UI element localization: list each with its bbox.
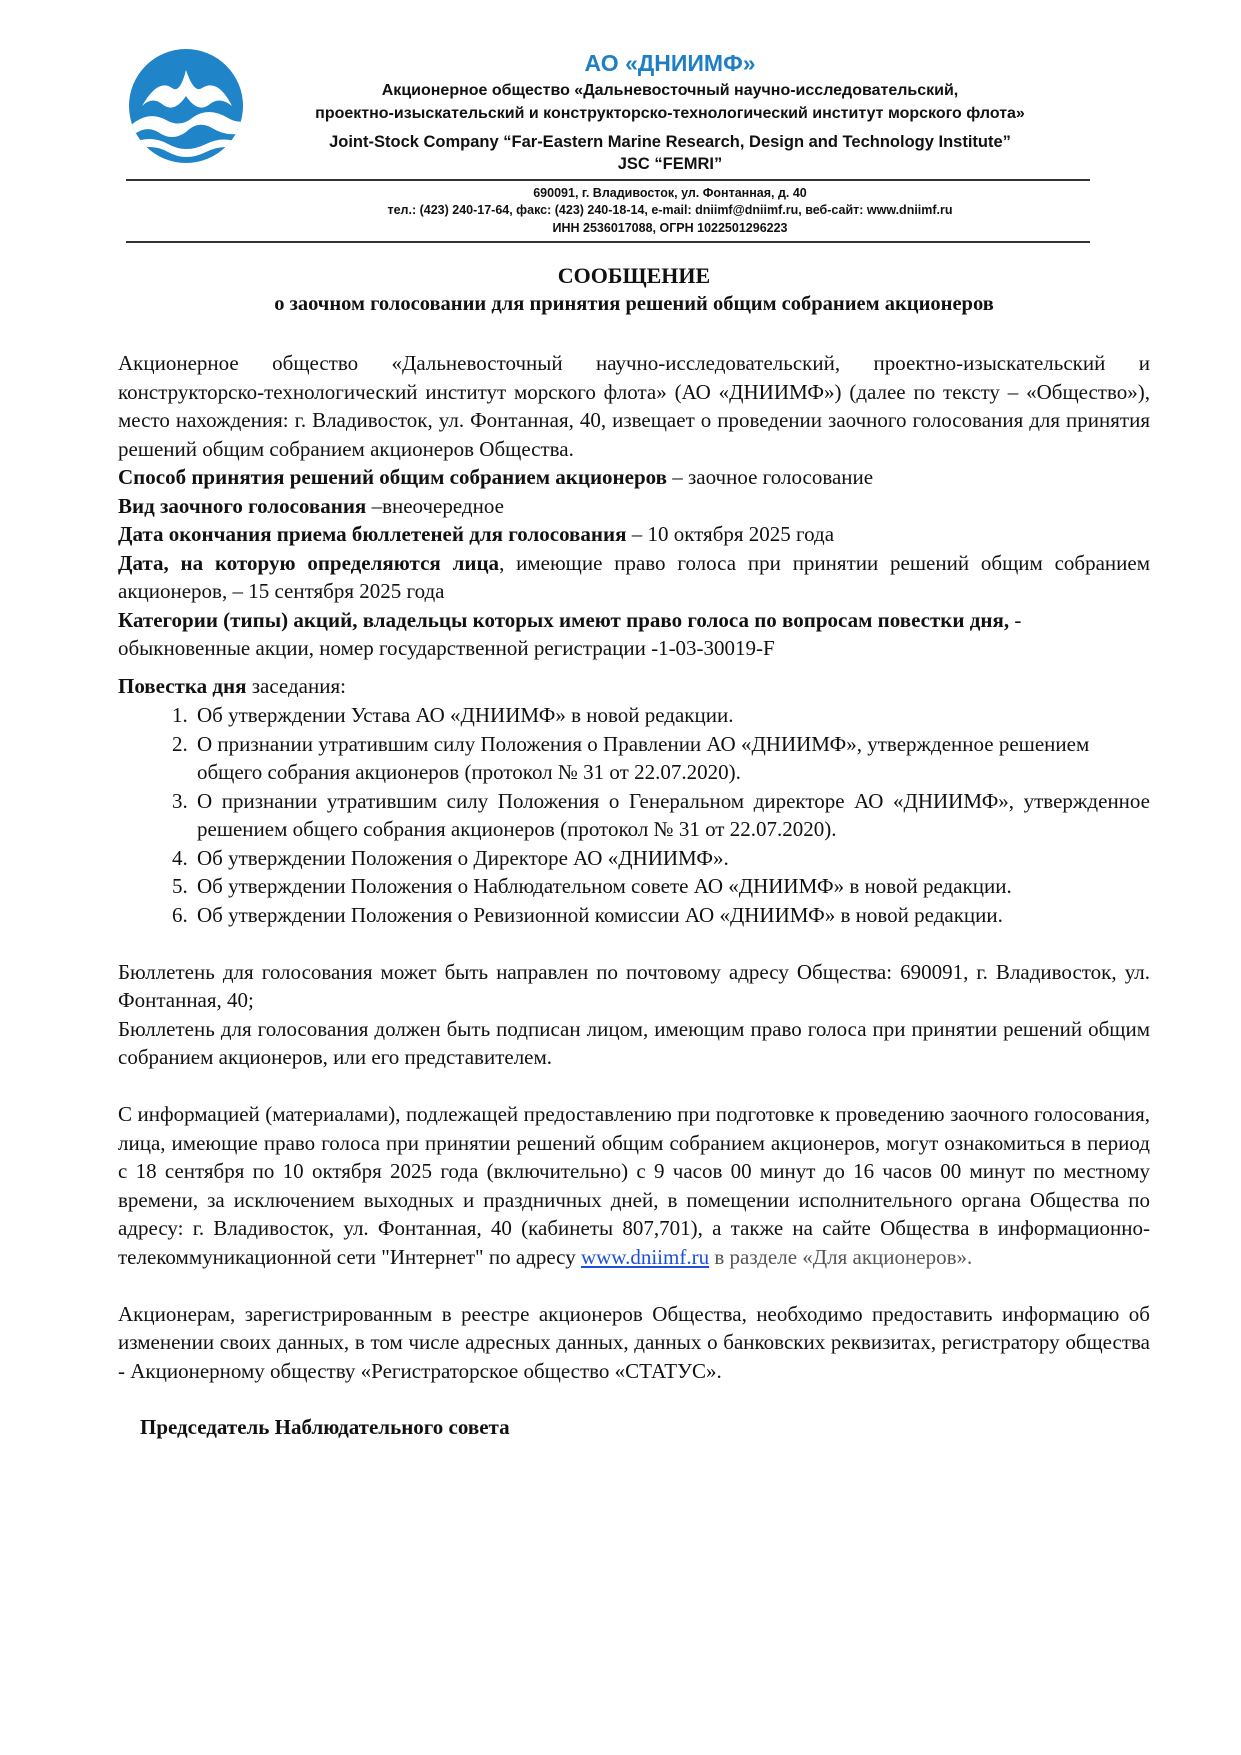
materials-text: С информацией (материалами), подлежащей предоставлению при подготовке к проведению заочного голосования, лица, имеющие право голоса при принятии решений общим собранием акционеров, могут ознакомиться в период с 18 сентября по 10 октября 2025 года (включительно) с 9 часов 00 минут до 16 часов 00 минут по местному времени, за исключением выходных и праздничных дней, в помещении исполнительного органа Общества по адресу: г. Владивосток, ул. Фонтанная, 40 (кабинеты 807,701), а также на сайте Общества в информационно-телекоммуникационной сети "Интернет" по адресу bbox=[118, 1102, 1150, 1269]
agenda-item: 6. Об утверждении Положения о Ревизионной комиссии АО «ДНИИМФ» в новой редакции. bbox=[193, 901, 1150, 930]
agenda-list bbox=[118, 701, 1150, 929]
field-record-date bbox=[118, 549, 1150, 606]
document-title: СООБЩЕНИЕ bbox=[557, 263, 711, 288]
agenda-title bbox=[118, 672, 1150, 701]
letterhead-divider-bottom bbox=[126, 241, 1090, 243]
agenda-item: 3. О признании утратившим силу Положения о Генеральном директоре АО «ДНИИМФ», утвержденное решением общего собрания акционеров (протокол № 31 от 22.07.2020). bbox=[193, 787, 1150, 844]
ballot-signature-paragraph: Бюллетень для голосования должен быть подписан лицом, имеющим право голоса при принятии решений общим собранием акционеров, или его представителем. bbox=[118, 1016, 1150, 1069]
company-contacts: тел.: (423) 240-17-64, факс: (423) 240-18-14, e-mail: dniimf@dniimf.ru, веб-сайт: www.dniimf.ru bbox=[387, 203, 953, 217]
company-full-ru-line1: Акционерное общество «Дальневосточный научно-исследовательский, bbox=[381, 82, 959, 99]
field-deadline-label: Дата окончания приема бюллетеней для голосования bbox=[118, 522, 627, 546]
company-registration-ids: ИНН 2536017088, ОГРН 1022501296223 bbox=[552, 221, 788, 235]
materials-paragraph bbox=[118, 1100, 1150, 1271]
document-subtitle: о заочном голосовании для принятия решений общим собранием акционеров bbox=[274, 293, 994, 315]
letterhead bbox=[0, 0, 1241, 250]
field-type bbox=[118, 492, 1150, 521]
field-categories-label: Категории (типы) акций, владельцы которых имеют право голоса по вопросам повестки дня, bbox=[118, 607, 1010, 632]
letterhead-divider-top bbox=[126, 179, 1090, 181]
company-full-ru-line2: проектно-изыскательский и конструкторско-технологический институт морского флота» bbox=[315, 105, 1025, 122]
field-type-label: Вид заочного голосования bbox=[118, 493, 367, 518]
femri-logo-icon bbox=[128, 48, 244, 164]
company-short-name: АО «ДНИИМФ» bbox=[584, 50, 756, 76]
intro-paragraph: Акционерное общество «Дальневосточный научно-исследовательский, проектно-изыскательский и конструкторско-технологический институт морского флота» (АО «ДНИИМФ») (далее по тексту – «Общество»), место нахождения: г. Владивосток, ул. Фонтанная, 40, извещает о проведении заочного голосования для принятия решений общим собранием акционеров Общества. bbox=[118, 351, 1150, 461]
field-method-label: Способ принятия решений общим собранием акционеров bbox=[118, 465, 667, 489]
agenda-item: 5. Об утверждении Положения о Наблюдательном совете АО «ДНИИМФ» в новой редакции. bbox=[193, 872, 1150, 901]
registry-notice-paragraph: Акционерам, зарегистрированным в реестре акционеров Общества, необходимо предоставить информацию об изменении своих данных, в том числе адресных данных, данных о банковских реквизитах, регистратору общества - Акционерному обществу «Регистраторское общество «СТАТУС». bbox=[118, 1301, 1150, 1383]
ballot-address-paragraph: Бюллетень для голосования может быть направлен по почтовому адресу Общества: 690091, г. Владивосток, ул. Фонтанная, 40; bbox=[118, 959, 1150, 1012]
agenda-label: Повестка дня bbox=[118, 673, 247, 698]
field-method bbox=[118, 463, 1150, 492]
field-deadline bbox=[118, 520, 1150, 549]
website-link[interactable]: www.dniimf.ru bbox=[580, 1244, 710, 1269]
field-categories bbox=[118, 606, 1150, 663]
agenda-label-suffix: заседания: bbox=[246, 673, 346, 698]
document-body bbox=[118, 262, 1150, 1442]
agenda-item: 2. О признании утратившим силу Положения о Правлении АО «ДНИИМФ», утвержденное решением общего собрания акционеров (протокол № 31 от 22.07.2020). bbox=[193, 730, 1150, 787]
materials-suffix: в разделе «Для акционеров». bbox=[709, 1244, 973, 1269]
signature-title: Председатель Наблюдательного совета bbox=[140, 1415, 510, 1439]
field-record-date-label: Дата, на которую определяются лица bbox=[118, 550, 500, 575]
field-record-date-value: , имеющие право голоса при принятии решений общим собранием акционеров, – 15 сентября 2025 года bbox=[118, 550, 1151, 603]
field-categories-value: - обыкновенные акции, номер государственной регистрации -1-03-30019-F bbox=[118, 607, 1022, 660]
agenda-item: 1. Об утверждении Устава АО «ДНИИМФ» в новой редакции. bbox=[193, 701, 1150, 730]
company-address: 690091, г. Владивосток, ул. Фонтанная, д. 40 bbox=[533, 186, 807, 200]
field-type-value: –внеочередное bbox=[366, 493, 504, 518]
field-deadline-value: – 10 октября 2025 года bbox=[626, 522, 835, 546]
company-full-en-line2: JSC “FEMRI” bbox=[617, 155, 723, 173]
field-method-value: – заочное голосование bbox=[666, 465, 874, 489]
agenda-item: 4. Об утверждении Положения о Директоре АО «ДНИИМФ». bbox=[193, 844, 1150, 873]
company-full-en-line1: Joint-Stock Company “Far-Eastern Marine Research, Design and Technology Institute” bbox=[329, 133, 1011, 151]
